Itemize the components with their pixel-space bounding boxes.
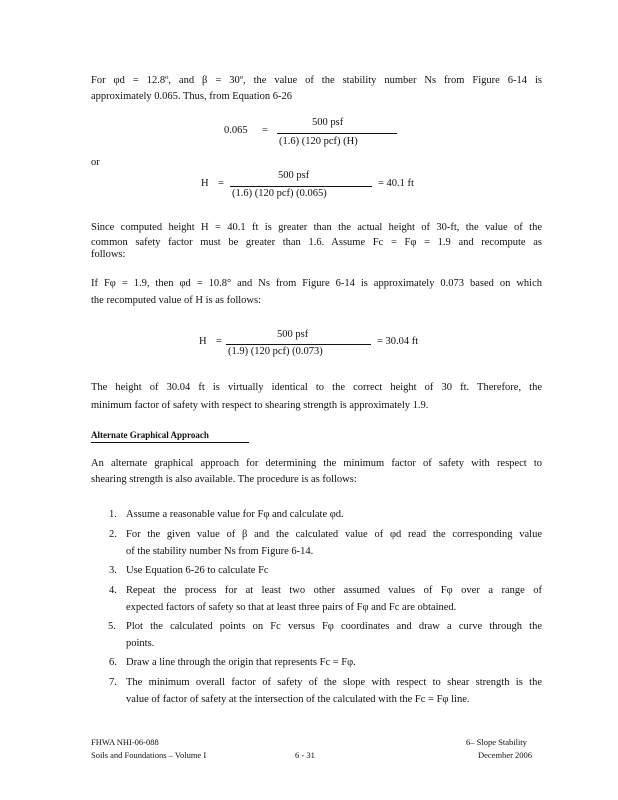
para2-line3: follows: [91, 249, 126, 260]
step-2-number: 2. [109, 529, 117, 540]
eq1-equals: = [262, 125, 268, 136]
step-3-line1: Use Equation 6-26 to calculate Fc [126, 565, 269, 576]
para5-line1: An alternate graphical approach for determining the minimum factor of safety with respect to [91, 458, 542, 469]
eq3-fraction-bar [226, 344, 371, 345]
section-heading-underline [91, 442, 249, 443]
para2-line2: common safety factor must be greater than 1.6. Assume Fc = Fφ = 1.9 and recompute as [91, 237, 542, 248]
footer-volume: Soils and Foundations – Volume I [91, 750, 207, 760]
step-4-number: 4. [109, 585, 117, 596]
eq3-lhs: H [199, 336, 207, 347]
para4-line1: The height of 30.04 ft is virtually identical to the correct height of 30 ft. Therefore, the [91, 382, 542, 393]
step-3-number: 3. [109, 565, 117, 576]
para5-line2: shearing strength is also available. The procedure is as follows: [91, 474, 357, 485]
step-1-line1: Assume a reasonable value for Fφ and calculate φd. [126, 509, 344, 520]
step-1-number: 1. [109, 509, 117, 520]
para4-line2: minimum factor of safety with respect to shearing strength is approximately 1.9. [91, 400, 429, 411]
eq1-lhs: 0.065 [224, 125, 248, 136]
step-7-line2: value of factor of safety at the intersection of the calculated with the Fc = Fφ line. [126, 694, 470, 705]
step-5-line2: points. [126, 638, 155, 649]
step-5-number: 5. [108, 621, 116, 632]
or-text: or [91, 157, 100, 168]
footer-page-number: 6 - 31 [295, 750, 315, 760]
step-5-line1: Plot the calculated points on Fc versus Fφ coordinates and draw a curve through the [126, 621, 542, 632]
step-4-line1: Repeat the process for at least two other assumed values of Fφ over a range of [126, 585, 542, 596]
step-2-line2: of the stability number Ns from Figure 6-14. [126, 546, 314, 557]
eq2-fraction-bar [230, 186, 372, 187]
footer-publication-id: FHWA NHI-06-088 [91, 737, 159, 747]
eq3-numerator: 500 psf [277, 329, 309, 340]
para3-line2: the recomputed value of H is as follows: [91, 295, 261, 306]
eq1-numerator: 500 psf [312, 117, 344, 128]
para1-line2: approximately 0.065. Thus, from Equation 6-26 [91, 91, 293, 102]
eq3-equals: = [216, 336, 222, 347]
step-4-line2: expected factors of safety so that at least three pairs of Fφ and Fc are obtained. [126, 602, 457, 613]
step-7-line1: The minimum overall factor of safety of the slope with respect to shear strength is the [126, 677, 542, 688]
eq2-lhs: H [201, 178, 209, 189]
eq1-fraction-bar [277, 133, 397, 134]
eq2-denominator: (1.6) (120 pcf) (0.065) [232, 188, 327, 199]
step-2-line1: For the given value of β and the calculated value of φd read the corresponding value [126, 529, 542, 540]
step-6-line1: Draw a line through the origin that represents Fc = Fφ. [126, 657, 356, 668]
eq2-numerator: 500 psf [278, 170, 310, 181]
para3-line1: If Fφ = 1.9, then φd = 10.8° and Ns from Figure 6-14 is approximately 0.073 based on which [91, 278, 542, 289]
step-6-number: 6. [109, 657, 117, 668]
eq1-denominator: (1.6) (120 pcf) (H) [279, 136, 358, 147]
para2-line1: Since computed height H = 40.1 ft is greater than the actual height of 30-ft, the value of the [91, 222, 542, 233]
step-7-number: 7. [109, 677, 117, 688]
eq3-denominator: (1.9) (120 pcf) (0.073) [228, 346, 323, 357]
para1-line1: For φd = 12.8º, and β = 30º, the value of the stability number Ns from Figure 6-14 is [91, 75, 542, 86]
section-heading: Alternate Graphical Approach [91, 430, 209, 440]
eq2-result: = 40.1 ft [378, 178, 414, 189]
footer-date: December 2006 [478, 750, 533, 760]
eq2-equals: = [218, 178, 224, 189]
footer-chapter: 6– Slope Stability [466, 737, 527, 747]
eq3-result: = 30.04 ft [377, 336, 419, 347]
